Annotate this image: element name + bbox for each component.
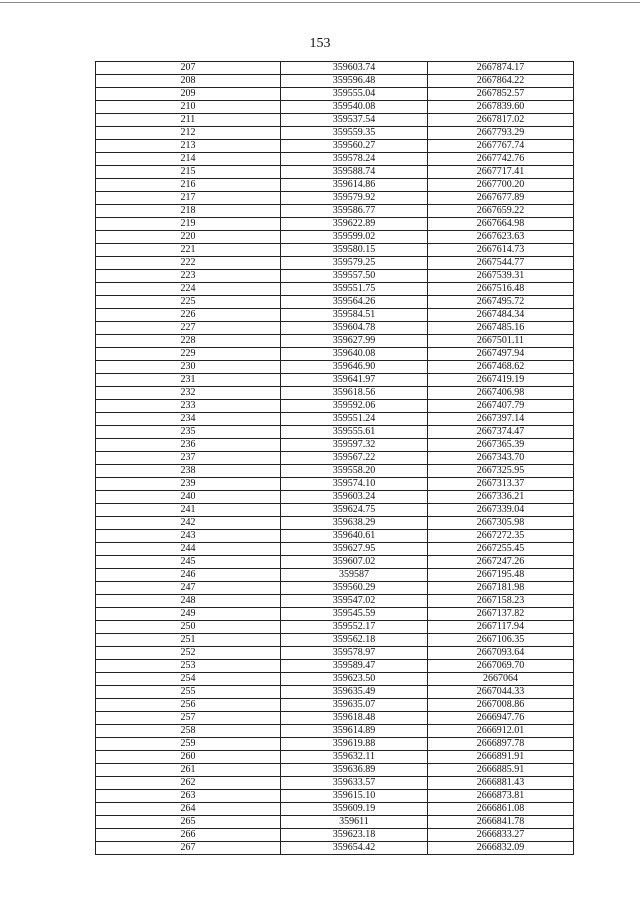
x-coordinate-cell: 359596.48 bbox=[281, 75, 428, 88]
table-row bbox=[96, 686, 574, 699]
point-number-cell: 237 bbox=[96, 452, 281, 465]
point-number-cell: 250 bbox=[96, 621, 281, 634]
point-number-cell: 226 bbox=[96, 309, 281, 322]
x-coordinate-cell: 359646.90 bbox=[281, 361, 428, 374]
table-row bbox=[96, 842, 574, 855]
x-coordinate-cell: 359555.61 bbox=[281, 426, 428, 439]
y-coordinate-cell: 2666897.78 bbox=[428, 738, 574, 751]
table-row bbox=[96, 829, 574, 842]
x-coordinate-cell: 359638.29 bbox=[281, 517, 428, 530]
table-row bbox=[96, 374, 574, 387]
x-coordinate-cell: 359586.77 bbox=[281, 205, 428, 218]
y-coordinate-cell: 2667069.70 bbox=[428, 660, 574, 673]
table-row bbox=[96, 530, 574, 543]
table-row bbox=[96, 309, 574, 322]
table-row bbox=[96, 478, 574, 491]
x-coordinate-cell: 359640.08 bbox=[281, 348, 428, 361]
table-row bbox=[96, 387, 574, 400]
y-coordinate-cell: 2666873.81 bbox=[428, 790, 574, 803]
table-row bbox=[96, 725, 574, 738]
point-number-cell: 208 bbox=[96, 75, 281, 88]
x-coordinate-cell: 359564.26 bbox=[281, 296, 428, 309]
point-number-cell: 259 bbox=[96, 738, 281, 751]
point-number-cell: 207 bbox=[96, 62, 281, 75]
point-number-cell: 222 bbox=[96, 257, 281, 270]
table-row bbox=[96, 231, 574, 244]
y-coordinate-cell: 2667852.57 bbox=[428, 88, 574, 101]
table-row bbox=[96, 205, 574, 218]
y-coordinate-cell: 2667313.37 bbox=[428, 478, 574, 491]
x-coordinate-cell: 359584.51 bbox=[281, 309, 428, 322]
top-rule bbox=[0, 2, 640, 3]
x-coordinate-cell: 359567.22 bbox=[281, 452, 428, 465]
x-coordinate-cell: 359578.97 bbox=[281, 647, 428, 660]
y-coordinate-cell: 2667365.39 bbox=[428, 439, 574, 452]
x-coordinate-cell: 359636.89 bbox=[281, 764, 428, 777]
x-coordinate-cell: 359560.29 bbox=[281, 582, 428, 595]
point-number-cell: 261 bbox=[96, 764, 281, 777]
y-coordinate-cell: 2667272.35 bbox=[428, 530, 574, 543]
y-coordinate-cell: 2666861.08 bbox=[428, 803, 574, 816]
y-coordinate-cell: 2667501.11 bbox=[428, 335, 574, 348]
table-row bbox=[96, 322, 574, 335]
x-coordinate-cell: 359607.02 bbox=[281, 556, 428, 569]
y-coordinate-cell: 2667158.23 bbox=[428, 595, 574, 608]
point-number-cell: 234 bbox=[96, 413, 281, 426]
y-coordinate-cell: 2667497.94 bbox=[428, 348, 574, 361]
table-row bbox=[96, 439, 574, 452]
point-number-cell: 211 bbox=[96, 114, 281, 127]
point-number-cell: 263 bbox=[96, 790, 281, 803]
coordinate-table bbox=[95, 61, 574, 855]
table-row bbox=[96, 569, 574, 582]
x-coordinate-cell: 359540.08 bbox=[281, 101, 428, 114]
point-number-cell: 231 bbox=[96, 374, 281, 387]
point-number-cell: 254 bbox=[96, 673, 281, 686]
x-coordinate-cell: 359579.92 bbox=[281, 192, 428, 205]
x-coordinate-cell: 359560.27 bbox=[281, 140, 428, 153]
y-coordinate-cell: 2666841.78 bbox=[428, 816, 574, 829]
y-coordinate-cell: 2667247.26 bbox=[428, 556, 574, 569]
table-row bbox=[96, 101, 574, 114]
x-coordinate-cell: 359623.18 bbox=[281, 829, 428, 842]
table-row bbox=[96, 452, 574, 465]
x-coordinate-cell: 359551.24 bbox=[281, 413, 428, 426]
x-coordinate-cell: 359632.11 bbox=[281, 751, 428, 764]
y-coordinate-cell: 2667397.14 bbox=[428, 413, 574, 426]
table-row bbox=[96, 751, 574, 764]
table-row bbox=[96, 556, 574, 569]
point-number-cell: 252 bbox=[96, 647, 281, 660]
y-coordinate-cell: 2666881.43 bbox=[428, 777, 574, 790]
point-number-cell: 217 bbox=[96, 192, 281, 205]
table-row bbox=[96, 790, 574, 803]
y-coordinate-cell: 2667664.98 bbox=[428, 218, 574, 231]
point-number-cell: 242 bbox=[96, 517, 281, 530]
point-number-cell: 257 bbox=[96, 712, 281, 725]
y-coordinate-cell: 2667839.60 bbox=[428, 101, 574, 114]
y-coordinate-cell: 2667325.95 bbox=[428, 465, 574, 478]
x-coordinate-cell: 359633.57 bbox=[281, 777, 428, 790]
point-number-cell: 224 bbox=[96, 283, 281, 296]
x-coordinate-cell: 359627.99 bbox=[281, 335, 428, 348]
point-number-cell: 221 bbox=[96, 244, 281, 257]
point-number-cell: 220 bbox=[96, 231, 281, 244]
x-coordinate-cell: 359574.10 bbox=[281, 478, 428, 491]
y-coordinate-cell: 2667339.04 bbox=[428, 504, 574, 517]
table-row bbox=[96, 660, 574, 673]
table-row bbox=[96, 738, 574, 751]
table-row bbox=[96, 296, 574, 309]
x-coordinate-cell: 359589.47 bbox=[281, 660, 428, 673]
y-coordinate-cell: 2666891.91 bbox=[428, 751, 574, 764]
y-coordinate-cell: 2667255.45 bbox=[428, 543, 574, 556]
x-coordinate-cell: 359588.74 bbox=[281, 166, 428, 179]
table-row bbox=[96, 634, 574, 647]
x-coordinate-cell: 359614.86 bbox=[281, 179, 428, 192]
table-row bbox=[96, 647, 574, 660]
table-row bbox=[96, 816, 574, 829]
point-number-cell: 215 bbox=[96, 166, 281, 179]
table-row bbox=[96, 179, 574, 192]
y-coordinate-cell: 2667305.98 bbox=[428, 517, 574, 530]
point-number-cell: 223 bbox=[96, 270, 281, 283]
table-row bbox=[96, 608, 574, 621]
point-number-cell: 256 bbox=[96, 699, 281, 712]
x-coordinate-cell: 359640.61 bbox=[281, 530, 428, 543]
table-row bbox=[96, 75, 574, 88]
x-coordinate-cell: 359619.88 bbox=[281, 738, 428, 751]
y-coordinate-cell: 2667106.35 bbox=[428, 634, 574, 647]
table-row bbox=[96, 62, 574, 75]
y-coordinate-cell: 2667817.02 bbox=[428, 114, 574, 127]
point-number-cell: 214 bbox=[96, 153, 281, 166]
point-number-cell: 227 bbox=[96, 322, 281, 335]
y-coordinate-cell: 2667614.73 bbox=[428, 244, 574, 257]
point-number-cell: 225 bbox=[96, 296, 281, 309]
y-coordinate-cell: 2667181.98 bbox=[428, 582, 574, 595]
table-row bbox=[96, 114, 574, 127]
y-coordinate-cell: 2667117.94 bbox=[428, 621, 574, 634]
point-number-cell: 243 bbox=[96, 530, 281, 543]
point-number-cell: 249 bbox=[96, 608, 281, 621]
point-number-cell: 247 bbox=[96, 582, 281, 595]
y-coordinate-cell: 2667336.21 bbox=[428, 491, 574, 504]
x-coordinate-cell: 359635.49 bbox=[281, 686, 428, 699]
table-row bbox=[96, 673, 574, 686]
y-coordinate-cell: 2667419.19 bbox=[428, 374, 574, 387]
x-coordinate-cell: 359551.75 bbox=[281, 283, 428, 296]
y-coordinate-cell: 2667137.82 bbox=[428, 608, 574, 621]
y-coordinate-cell: 2667742.76 bbox=[428, 153, 574, 166]
y-coordinate-cell: 2667864.22 bbox=[428, 75, 574, 88]
y-coordinate-cell: 2667374.47 bbox=[428, 426, 574, 439]
x-coordinate-cell: 359545.59 bbox=[281, 608, 428, 621]
table-row bbox=[96, 543, 574, 556]
y-coordinate-cell: 2666833.27 bbox=[428, 829, 574, 842]
point-number-cell: 219 bbox=[96, 218, 281, 231]
table-row bbox=[96, 517, 574, 530]
y-coordinate-cell: 2667544.77 bbox=[428, 257, 574, 270]
y-coordinate-cell: 2667623.63 bbox=[428, 231, 574, 244]
point-number-cell: 265 bbox=[96, 816, 281, 829]
point-number-cell: 233 bbox=[96, 400, 281, 413]
x-coordinate-cell: 359579.25 bbox=[281, 257, 428, 270]
table-row bbox=[96, 244, 574, 257]
y-coordinate-cell: 2667495.72 bbox=[428, 296, 574, 309]
table-row bbox=[96, 335, 574, 348]
y-coordinate-cell: 2666885.91 bbox=[428, 764, 574, 777]
table-row bbox=[96, 348, 574, 361]
y-coordinate-cell: 2667700.20 bbox=[428, 179, 574, 192]
y-coordinate-cell: 2667008.86 bbox=[428, 699, 574, 712]
point-number-cell: 218 bbox=[96, 205, 281, 218]
point-number-cell: 246 bbox=[96, 569, 281, 582]
x-coordinate-cell: 359618.56 bbox=[281, 387, 428, 400]
x-coordinate-cell: 359552.17 bbox=[281, 621, 428, 634]
y-coordinate-cell: 2666912.01 bbox=[428, 725, 574, 738]
y-coordinate-cell: 2667468.62 bbox=[428, 361, 574, 374]
y-coordinate-cell: 2666832.09 bbox=[428, 842, 574, 855]
table-row bbox=[96, 764, 574, 777]
x-coordinate-cell: 359557.50 bbox=[281, 270, 428, 283]
table-row bbox=[96, 361, 574, 374]
y-coordinate-cell: 2667093.64 bbox=[428, 647, 574, 660]
table-row bbox=[96, 504, 574, 517]
x-coordinate-cell: 359614.89 bbox=[281, 725, 428, 738]
table-row bbox=[96, 140, 574, 153]
x-coordinate-cell: 359587 bbox=[281, 569, 428, 582]
x-coordinate-cell: 359580.15 bbox=[281, 244, 428, 257]
coordinate-table-body bbox=[96, 62, 574, 855]
y-coordinate-cell: 2667659.22 bbox=[428, 205, 574, 218]
point-number-cell: 232 bbox=[96, 387, 281, 400]
table-row bbox=[96, 192, 574, 205]
y-coordinate-cell: 2667717.41 bbox=[428, 166, 574, 179]
y-coordinate-cell: 2667767.74 bbox=[428, 140, 574, 153]
x-coordinate-cell: 359599.02 bbox=[281, 231, 428, 244]
x-coordinate-cell: 359641.97 bbox=[281, 374, 428, 387]
table-row bbox=[96, 257, 574, 270]
point-number-cell: 210 bbox=[96, 101, 281, 114]
table-row bbox=[96, 465, 574, 478]
point-number-cell: 244 bbox=[96, 543, 281, 556]
table-row bbox=[96, 166, 574, 179]
point-number-cell: 260 bbox=[96, 751, 281, 764]
x-coordinate-cell: 359622.89 bbox=[281, 218, 428, 231]
point-number-cell: 213 bbox=[96, 140, 281, 153]
point-number-cell: 264 bbox=[96, 803, 281, 816]
y-coordinate-cell: 2667064 bbox=[428, 673, 574, 686]
page-number: 153 bbox=[309, 36, 331, 51]
table-row bbox=[96, 621, 574, 634]
table-row bbox=[96, 400, 574, 413]
table-row bbox=[96, 153, 574, 166]
point-number-cell: 266 bbox=[96, 829, 281, 842]
table-row bbox=[96, 127, 574, 140]
point-number-cell: 230 bbox=[96, 361, 281, 374]
x-coordinate-cell: 359618.48 bbox=[281, 712, 428, 725]
y-coordinate-cell: 2667044.33 bbox=[428, 686, 574, 699]
x-coordinate-cell: 359609.19 bbox=[281, 803, 428, 816]
y-coordinate-cell: 2667407.79 bbox=[428, 400, 574, 413]
table-row bbox=[96, 88, 574, 101]
point-number-cell: 236 bbox=[96, 439, 281, 452]
point-number-cell: 216 bbox=[96, 179, 281, 192]
x-coordinate-cell: 359611 bbox=[281, 816, 428, 829]
y-coordinate-cell: 2667677.89 bbox=[428, 192, 574, 205]
table-row bbox=[96, 270, 574, 283]
x-coordinate-cell: 359555.04 bbox=[281, 88, 428, 101]
x-coordinate-cell: 359624.75 bbox=[281, 504, 428, 517]
point-number-cell: 238 bbox=[96, 465, 281, 478]
point-number-cell: 255 bbox=[96, 686, 281, 699]
table-row bbox=[96, 712, 574, 725]
point-number-cell: 241 bbox=[96, 504, 281, 517]
x-coordinate-cell: 359635.07 bbox=[281, 699, 428, 712]
x-coordinate-cell: 359558.20 bbox=[281, 465, 428, 478]
x-coordinate-cell: 359627.95 bbox=[281, 543, 428, 556]
point-number-cell: 228 bbox=[96, 335, 281, 348]
x-coordinate-cell: 359547.02 bbox=[281, 595, 428, 608]
table-row bbox=[96, 491, 574, 504]
point-number-cell: 253 bbox=[96, 660, 281, 673]
x-coordinate-cell: 359537.54 bbox=[281, 114, 428, 127]
point-number-cell: 209 bbox=[96, 88, 281, 101]
x-coordinate-cell: 359578.24 bbox=[281, 153, 428, 166]
point-number-cell: 245 bbox=[96, 556, 281, 569]
x-coordinate-cell: 359623.50 bbox=[281, 673, 428, 686]
x-coordinate-cell: 359615.10 bbox=[281, 790, 428, 803]
x-coordinate-cell: 359559.35 bbox=[281, 127, 428, 140]
x-coordinate-cell: 359597.32 bbox=[281, 439, 428, 452]
y-coordinate-cell: 2667406.98 bbox=[428, 387, 574, 400]
y-coordinate-cell: 2667874.17 bbox=[428, 62, 574, 75]
point-number-cell: 258 bbox=[96, 725, 281, 738]
point-number-cell: 240 bbox=[96, 491, 281, 504]
y-coordinate-cell: 2666947.76 bbox=[428, 712, 574, 725]
table-row bbox=[96, 777, 574, 790]
y-coordinate-cell: 2667195.48 bbox=[428, 569, 574, 582]
x-coordinate-cell: 359603.24 bbox=[281, 491, 428, 504]
table-row bbox=[96, 803, 574, 816]
point-number-cell: 248 bbox=[96, 595, 281, 608]
y-coordinate-cell: 2667485.16 bbox=[428, 322, 574, 335]
point-number-cell: 239 bbox=[96, 478, 281, 491]
point-number-cell: 235 bbox=[96, 426, 281, 439]
point-number-cell: 251 bbox=[96, 634, 281, 647]
point-number-cell: 267 bbox=[96, 842, 281, 855]
y-coordinate-cell: 2667484.34 bbox=[428, 309, 574, 322]
x-coordinate-cell: 359562.18 bbox=[281, 634, 428, 647]
y-coordinate-cell: 2667793.29 bbox=[428, 127, 574, 140]
y-coordinate-cell: 2667539.31 bbox=[428, 270, 574, 283]
table-row bbox=[96, 413, 574, 426]
table-row bbox=[96, 595, 574, 608]
point-number-cell: 229 bbox=[96, 348, 281, 361]
x-coordinate-cell: 359592.06 bbox=[281, 400, 428, 413]
point-number-cell: 212 bbox=[96, 127, 281, 140]
y-coordinate-cell: 2667343.70 bbox=[428, 452, 574, 465]
y-coordinate-cell: 2667516.48 bbox=[428, 283, 574, 296]
x-coordinate-cell: 359604.78 bbox=[281, 322, 428, 335]
x-coordinate-cell: 359654.42 bbox=[281, 842, 428, 855]
table-row bbox=[96, 218, 574, 231]
table-row bbox=[96, 582, 574, 595]
point-number-cell: 262 bbox=[96, 777, 281, 790]
x-coordinate-cell: 359603.74 bbox=[281, 62, 428, 75]
table-row bbox=[96, 283, 574, 296]
table-row bbox=[96, 426, 574, 439]
table-row bbox=[96, 699, 574, 712]
